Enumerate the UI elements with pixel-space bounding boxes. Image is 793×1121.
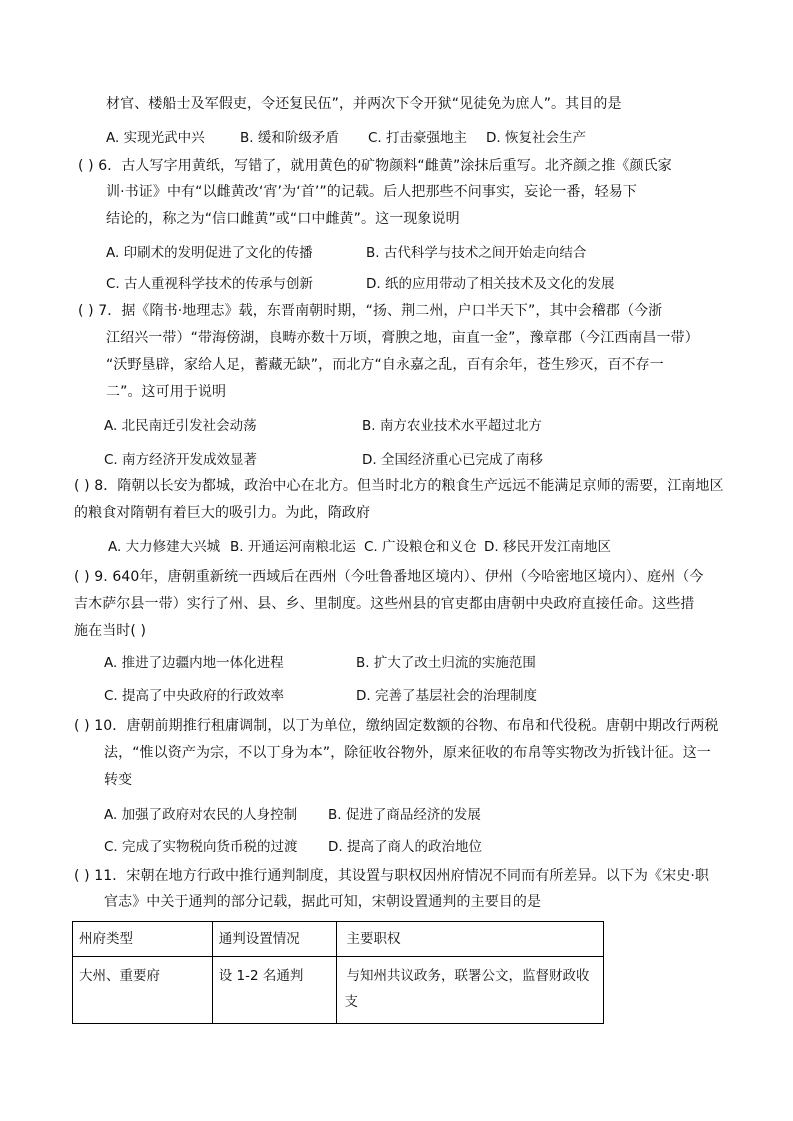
q6-option-b: B. 古代科学与技术之间开始走向结合 xyxy=(366,245,587,261)
q8-option-c: C. 广设粮仓和义仓 xyxy=(364,539,477,555)
q7-option-b: B. 南方农业技术水平超过北方 xyxy=(362,418,542,434)
q9-stem-line-1: ( ) 9. 640年，唐朝重新统一西域后在西州（今吐鲁番地区境内）、伊州（今哈密地区境内）、庭州（今 xyxy=(74,569,704,585)
q11-stem-line-1: ( ) 11．宋朝在地方行政中推行通判制度，其设置与职权因州府情况不同而有所差异。以下为《宋史·职 xyxy=(74,868,709,884)
q7-option-c: C. 南方经济开发成效显著 xyxy=(104,452,258,468)
q8-option-d: D. 移民开发江南地区 xyxy=(484,539,611,555)
q5-option-d: D. 恢复社会生产 xyxy=(486,130,586,146)
q9-stem-line-3: 施在当时( ) xyxy=(74,623,147,639)
q8-stem-line-1: ( ) 8．隋朝以长安为都城，政治中心在北方。但当时北方的粮食生产远远不能满足京师的需要，江南地区 xyxy=(74,478,724,494)
q10-option-a: A. 加强了政府对农民的人身控制 xyxy=(104,807,298,823)
q5-stem-tail: 材官、楼船士及军假吏，令还复民伍”，并两次下令开狱“见徒免为庶人”。其目的是 xyxy=(106,96,622,112)
q10-option-c: C. 完成了实物税向货币税的过渡 xyxy=(104,839,298,855)
q10-stem-line-2: 法，“惟以资产为宗，不以丁身为本”，除征收谷物外，原来征收的布帛等实物改为折钱计征。这一 xyxy=(104,745,711,761)
q6-stem-line-2: 训·书证》中有“以雌黄改‘宵’为‘首’”的记载。后人把那些不问事实，妄论一番，轻易下 xyxy=(106,184,637,200)
q11-table-cell: 大州、重要府 xyxy=(73,957,213,1024)
q9-option-a: A. 推进了边疆内地一体化进程 xyxy=(104,655,284,671)
q7-stem-line-4: 二”。这可用于说明 xyxy=(106,384,227,400)
q6-option-c: C. 古人重视科学技术的传承与创新 xyxy=(106,276,314,292)
q11-table xyxy=(72,921,604,1024)
q11-table-cell: 与知州共议政务，联署公文，监督财政收支 xyxy=(336,957,603,1024)
q8-stem-line-2: 的粮食对隋朝有着巨大的吸引力。为此，隋政府 xyxy=(74,505,371,521)
q7-option-d: D. 全国经济重心已完成了南移 xyxy=(362,452,543,468)
q10-option-b: B. 促进了商品经济的发展 xyxy=(328,807,481,823)
q8-option-a: A. 大力修建大兴城 xyxy=(108,539,221,555)
q11-table-header: 主要职权 xyxy=(336,922,603,957)
q10-stem-line-1: ( ) 10．唐朝前期推行租庸调制，以丁为单位，缴纳固定数额的谷物、布帛和代役税。唐朝中期改行两税 xyxy=(74,718,719,734)
q5-option-b: B. 缓和阶级矛盾 xyxy=(240,130,339,146)
q6-option-d: D. 纸的应用带动了相关技术及文化的发展 xyxy=(366,276,615,292)
q11-table-header: 通判设置情况 xyxy=(212,922,336,957)
q6-option-a: A. 印刷术的发明促进了文化的传播 xyxy=(106,245,313,261)
q6-stem-line-1: ( ) 6．古人写字用黄纸，写错了，就用黄色的矿物颜料“雌黄”涂抹后重写。北齐颜之推《颜氏家 xyxy=(78,158,672,174)
q6-stem-line-3: 结论的，称之为“信口雌黄”或“口中雌黄”。这一现象说明 xyxy=(106,211,460,227)
q10-option-d: D. 提高了商人的政治地位 xyxy=(328,839,482,855)
q9-option-d: D. 完善了基层社会的治理制度 xyxy=(356,688,537,704)
q9-option-b: B. 扩大了改土归流的实施范围 xyxy=(356,655,536,671)
q9-option-c: C. 提高了中央政府的行政效率 xyxy=(104,688,285,704)
q7-stem-line-2: 江绍兴一带）“带海傍湖，良畴亦数十万顷，膏腴之地，亩直一金”，豫章郡（今江西南昌一带） xyxy=(106,330,699,346)
q9-stem-line-2: 吉木萨尔县一带）实行了州、县、乡、里制度。这些州县的官吏都由唐朝中央政府直接任命。这些措 xyxy=(74,596,695,612)
q5-option-a: A. 实现光武中兴 xyxy=(106,130,205,146)
q7-stem-line-3: “沃野垦辟，家给人足，蓄藏无缺”，而北方“自永嘉之乱，百有余年，苍生殄灭，百不存一 xyxy=(106,357,664,373)
q10-stem-line-3: 转变 xyxy=(104,772,133,788)
q11-table-header: 州府类型 xyxy=(73,922,213,957)
q11-table-header-row xyxy=(73,922,604,957)
q11-table-cell: 设 1-2 名通判 xyxy=(212,957,336,1024)
q5-option-c: C. 打击豪强地主 xyxy=(368,130,468,146)
q7-option-a: A. 北民南迁引发社会动荡 xyxy=(104,418,257,434)
q7-stem-line-1: ( ) 7．据《隋书·地理志》载，东晋南朝时期，“扬、荆二州，户口半天下”，其中会稽郡（今浙 xyxy=(78,303,663,319)
q11-stem-line-2: 官志》中关于通判的部分记载，据此可知，宋朝设置通判的主要目的是 xyxy=(104,894,542,910)
table-row xyxy=(73,957,604,1024)
q8-option-b: B. 开通运河南粮北运 xyxy=(230,539,356,555)
